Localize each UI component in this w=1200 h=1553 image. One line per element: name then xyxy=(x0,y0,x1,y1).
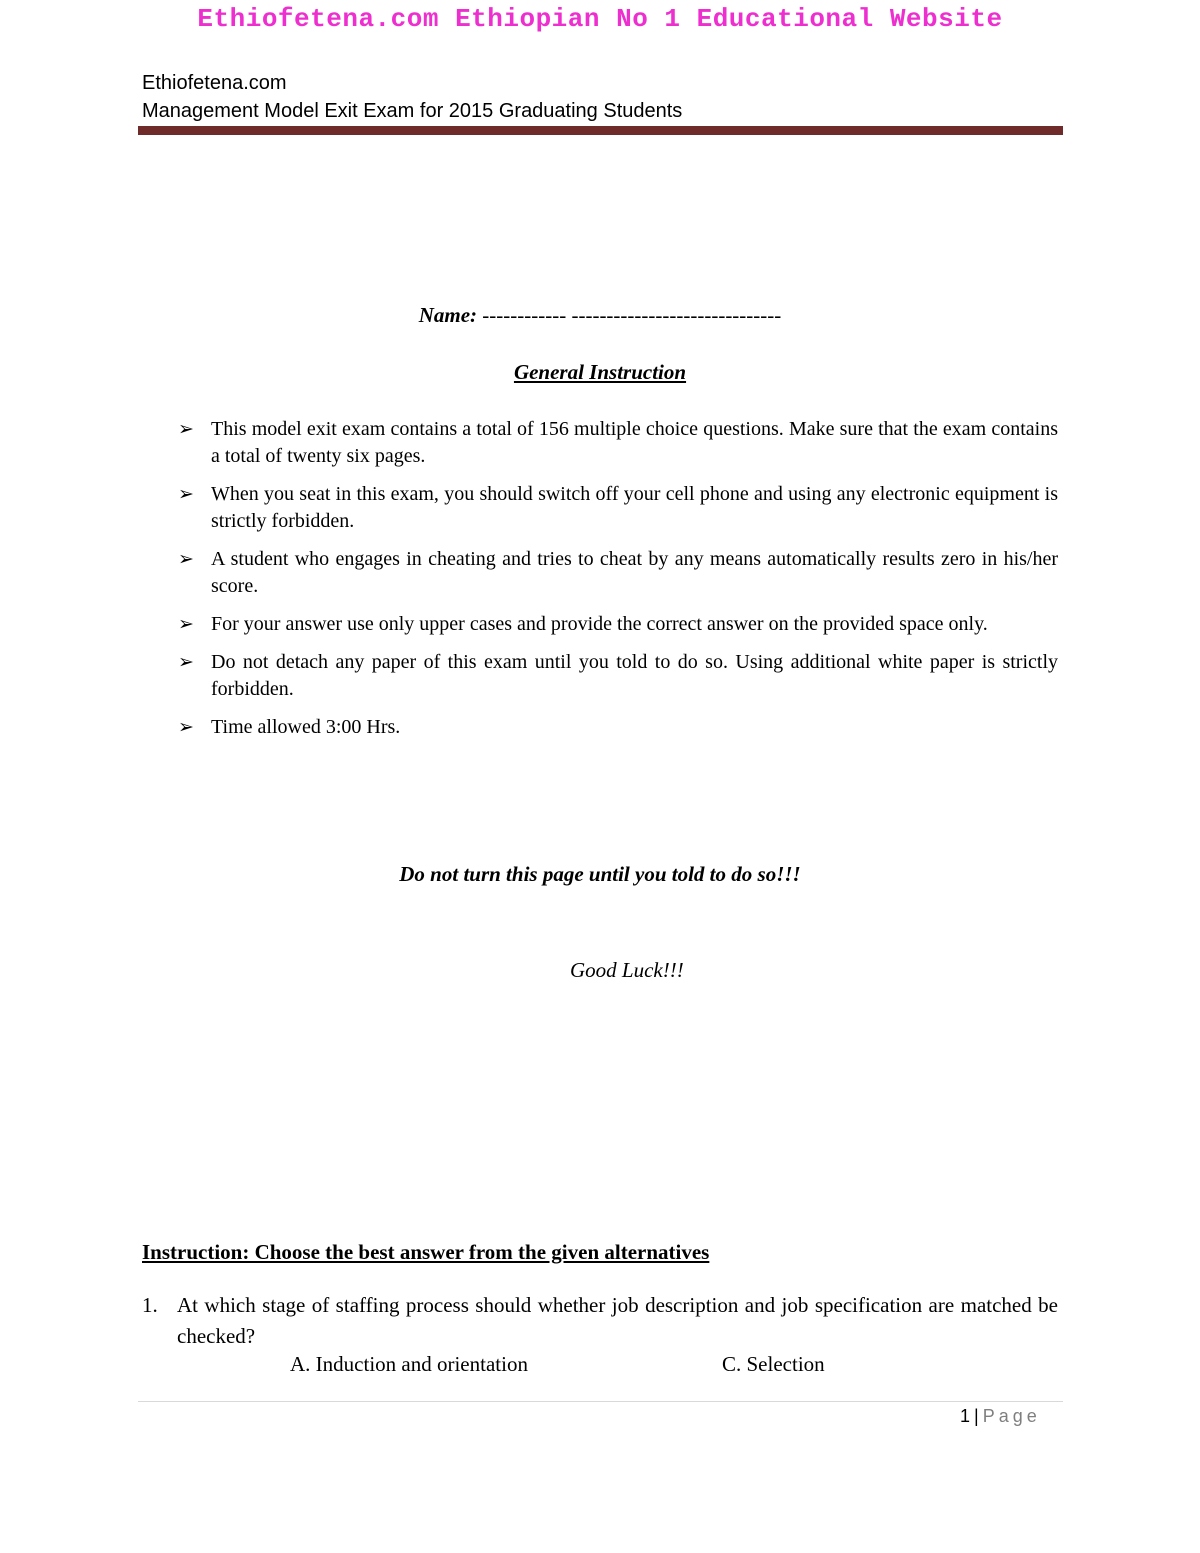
arrow-bullet-icon: ➢ xyxy=(178,614,194,635)
arrow-bullet-icon: ➢ xyxy=(178,484,194,505)
good-luck-text: Good Luck!!! xyxy=(570,958,684,982)
general-instruction-heading: General Instruction xyxy=(513,360,687,384)
instruction-item: ➢ When you seat in this exam, you should switch off your cell phone and using any electronic equipment is strictly forbidden. xyxy=(178,483,1058,532)
instruction-item: ➢ This model exit exam contains a total of 156 multiple choice questions. Make sure that the exam contains a total of twenty six pages. xyxy=(178,418,1058,467)
question-number: 1. xyxy=(142,1293,158,1317)
arrow-bullet-icon: ➢ xyxy=(178,652,194,673)
instruction-item: ➢ Do not detach any paper of this exam until you told to do so. Using additional white paper is strictly forbidden. xyxy=(178,651,1058,700)
footer-separator: | xyxy=(974,1406,979,1426)
question-1-option-a: A. Induction and orientation xyxy=(290,1352,528,1376)
instruction-item: ➢ For your answer use only upper cases and provide the correct answer on the provided space only. xyxy=(178,611,1058,638)
page-footer xyxy=(960,1406,1041,1427)
site-banner: Ethiofetena.com Ethiopian No 1 Educational Website xyxy=(197,4,1003,34)
header-site: Ethiofetena.com xyxy=(142,72,287,94)
instruction-item: ➢ A student who engages in cheating and tries to cheat by any means automatically results zero in his/her score. xyxy=(178,548,1058,597)
page-number: 1 xyxy=(960,1406,971,1426)
question-text: At which stage of staffing process should whether job description and job specification are matched be checked? xyxy=(177,1293,1058,1348)
name-field xyxy=(0,303,1200,328)
name-label: Name: xyxy=(418,303,478,327)
arrow-bullet-icon: ➢ xyxy=(178,549,194,570)
page-word: Page xyxy=(982,1406,1041,1426)
instruction-list xyxy=(178,416,1058,752)
warning-text: Do not turn this page until you told to do so!!! xyxy=(399,862,801,886)
header-title: Management Model Exit Exam for 2015 Graduating Students xyxy=(142,100,683,122)
arrow-bullet-icon: ➢ xyxy=(178,419,194,440)
question-1 xyxy=(142,1290,1058,1352)
instruction-item: ➢ Time allowed 3:00 Hrs. xyxy=(178,714,1058,741)
question-1-option-c: C. Selection xyxy=(722,1352,825,1376)
footer-rule xyxy=(138,1401,1063,1402)
question-instruction: Instruction: Choose the best answer from the given alternatives xyxy=(142,1240,710,1264)
name-blank: ------------ ------------------------------ xyxy=(482,303,782,327)
header-rule xyxy=(138,126,1063,135)
arrow-bullet-icon: ➢ xyxy=(178,717,194,738)
